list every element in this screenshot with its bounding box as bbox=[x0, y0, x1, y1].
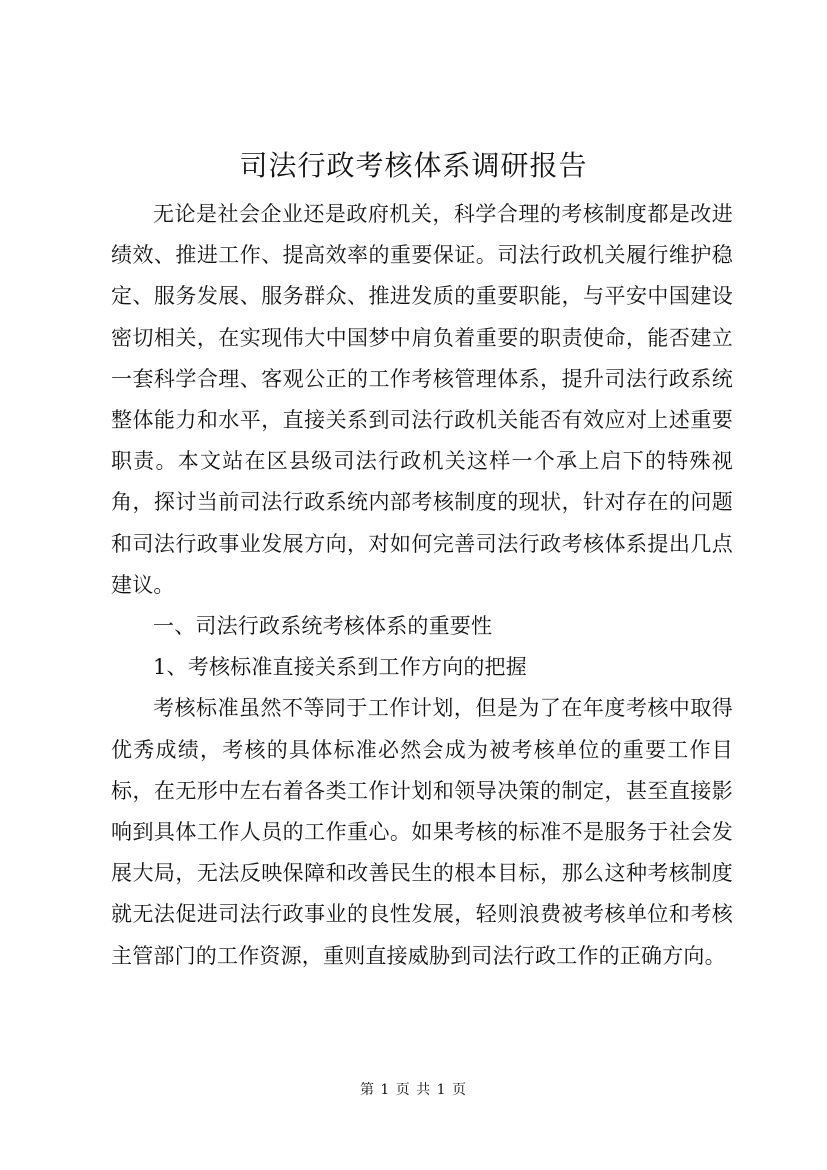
document-body bbox=[111, 194, 733, 977]
section-heading-importance: 一、司法行政系统考核体系的重要性 bbox=[153, 614, 493, 639]
subsection-heading-standards: 1、考核标准直接关系到工作方向的把握 bbox=[153, 655, 527, 680]
page-footer: 第 1 页 共 1 页 bbox=[359, 1082, 468, 1098]
document-title: 司法行政考核体系调研报告 bbox=[239, 149, 588, 182]
intro-paragraph: 无论是社会企业还是政府机关，科学合理的考核制度都是改进绩效、推进工作、提高效率的重要保证。司法行政机关履行维护稳定、服务发展、服务群众、推进发质的重要职能，与平安中国建设密切相关，在实现伟大中国梦中肩负着重要的职责使命，能否建立一套科学合理、客观公正的工作考核管理体系，提升司法行政系统整体能力和水平，直接关系到司法行政机关能否有效应对上述重要职责。本文站在区县级司法行政机关这样一个承上启下的特殊视角，探讨当前司法行政系统内部考核制度的现状，针对存在的问题和司法行政事业发展方向，对如何完善司法行政考核体系提出几点建议。 bbox=[111, 202, 733, 597]
subsection-body-paragraph: 考核标准虽然不等同于工作计划，但是为了在年度考核中取得优秀成绩，考核的具体标准必然会成为被考核单位的重要工作目标，在无形中左右着各类工作计划和领导决策的制定，甚至直接影响到具体工作人员的工作重心。如果考核的标准不是服务于社会发展大局，无法反映保障和改善民生的根本目标，那么这种考核制度就无法促进司法行政事业的良性发展，轻则浪费被考核单位和考核主管部门的工作资源，重则直接威胁到司法行政工作的正确方向。 bbox=[111, 696, 733, 968]
